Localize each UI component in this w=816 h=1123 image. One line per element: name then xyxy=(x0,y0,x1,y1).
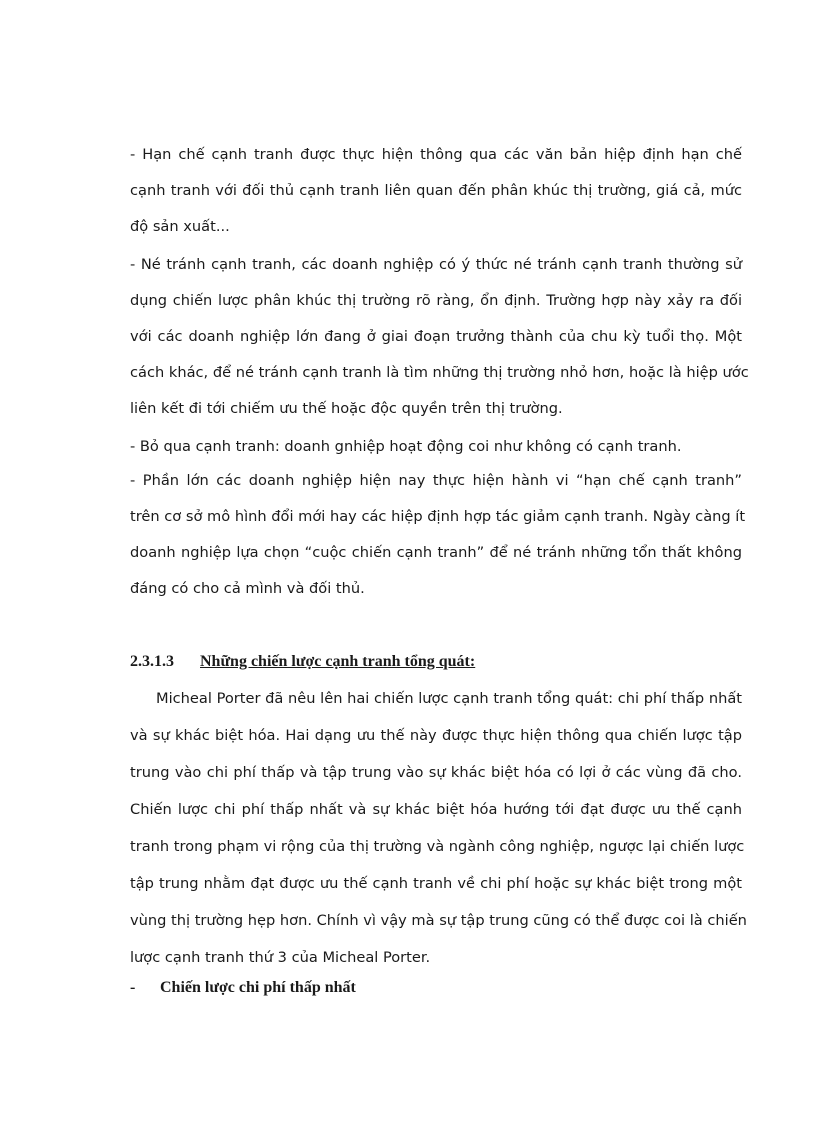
text-line: vùng thị trường hẹp hơn. Chính vì vậy mà sự tập trung cũng có thể được coi là chiến xyxy=(130,912,747,929)
text-line: - Bỏ qua cạnh tranh: doanh gnhiệp hoạt động coi như không có cạnh tranh. xyxy=(130,438,682,455)
text-line: - Hạn chế cạnh tranh được thực hiện thông qua các văn bản hiệp định hạn chế xyxy=(130,146,742,163)
text-line: trung vào chi phí thấp và tập trung vào sự khác biệt hóa có lợi ở các vùng đã cho. xyxy=(130,764,742,781)
text-line: và sự khác biệt hóa. Hai dạng ưu thế này được thực hiện thông qua chiến lược tập xyxy=(130,727,742,744)
text-line: - Né tránh cạnh tranh, các doanh nghiệp có ý thức né tránh cạnh tranh thường sử xyxy=(130,256,742,273)
text-line: tập trung nhằm đạt được ưu thế cạnh tranh về chi phí hoặc sự khác biệt trong một xyxy=(130,875,742,892)
bullet-dash: - xyxy=(130,979,136,996)
text-line: trên cơ sở mô hình đổi mới hay các hiệp định hợp tác giảm cạnh tranh. Ngày càng ít xyxy=(130,508,746,525)
section-number: 2.3.1.3 xyxy=(130,653,174,670)
text-line: cạnh tranh với đối thủ cạnh tranh liên quan đến phân khúc thị trường, giá cả, mức xyxy=(130,182,742,199)
text-line: với các doanh nghiệp lớn đang ở giai đoạn trưởng thành của chu kỳ tuổi thọ. Một xyxy=(130,328,742,345)
section-heading xyxy=(130,651,475,673)
text-line: - Phần lớn các doanh nghiệp hiện nay thực hiện hành vi “hạn chế cạnh tranh” xyxy=(130,472,742,489)
text-line: Chiến lược chi phí thấp nhất và sự khác biệt hóa hướng tới đạt được ưu thế cạnh xyxy=(130,801,742,818)
subsection-title: Chiến lược chi phí thấp nhất xyxy=(160,979,356,996)
text-line: lược cạnh tranh thứ 3 của Micheal Porter. xyxy=(130,949,431,966)
subsection-bullet-heading xyxy=(130,977,356,999)
text-line: liên kết đi tới chiếm ưu thế hoặc độc quyền trên thị trường. xyxy=(130,400,563,417)
text-line: cách khác, để né tránh cạnh tranh là tìm những thị trường nhỏ hơn, hoặc là hiệp ước xyxy=(130,364,749,381)
text-line: Micheal Porter đã nêu lên hai chiến lược cạnh tranh tổng quát: chi phí thấp nhất xyxy=(156,690,742,707)
text-line: độ sản xuất... xyxy=(130,218,230,235)
text-line: dụng chiến lược phân khúc thị trường rõ ràng, ổn định. Trường hợp này xảy ra đối xyxy=(130,292,742,309)
text-line: doanh nghiệp lựa chọn “cuộc chiến cạnh tranh” để né tránh những tổn thất không xyxy=(130,544,742,561)
section-title: Những chiến lược cạnh tranh tổng quát: xyxy=(200,653,476,670)
text-line: tranh trong phạm vi rộng của thị trường và ngành công nghiệp, ngược lại chiến lược xyxy=(130,838,745,855)
text-line: đáng có cho cả mình và đối thủ. xyxy=(130,580,365,597)
